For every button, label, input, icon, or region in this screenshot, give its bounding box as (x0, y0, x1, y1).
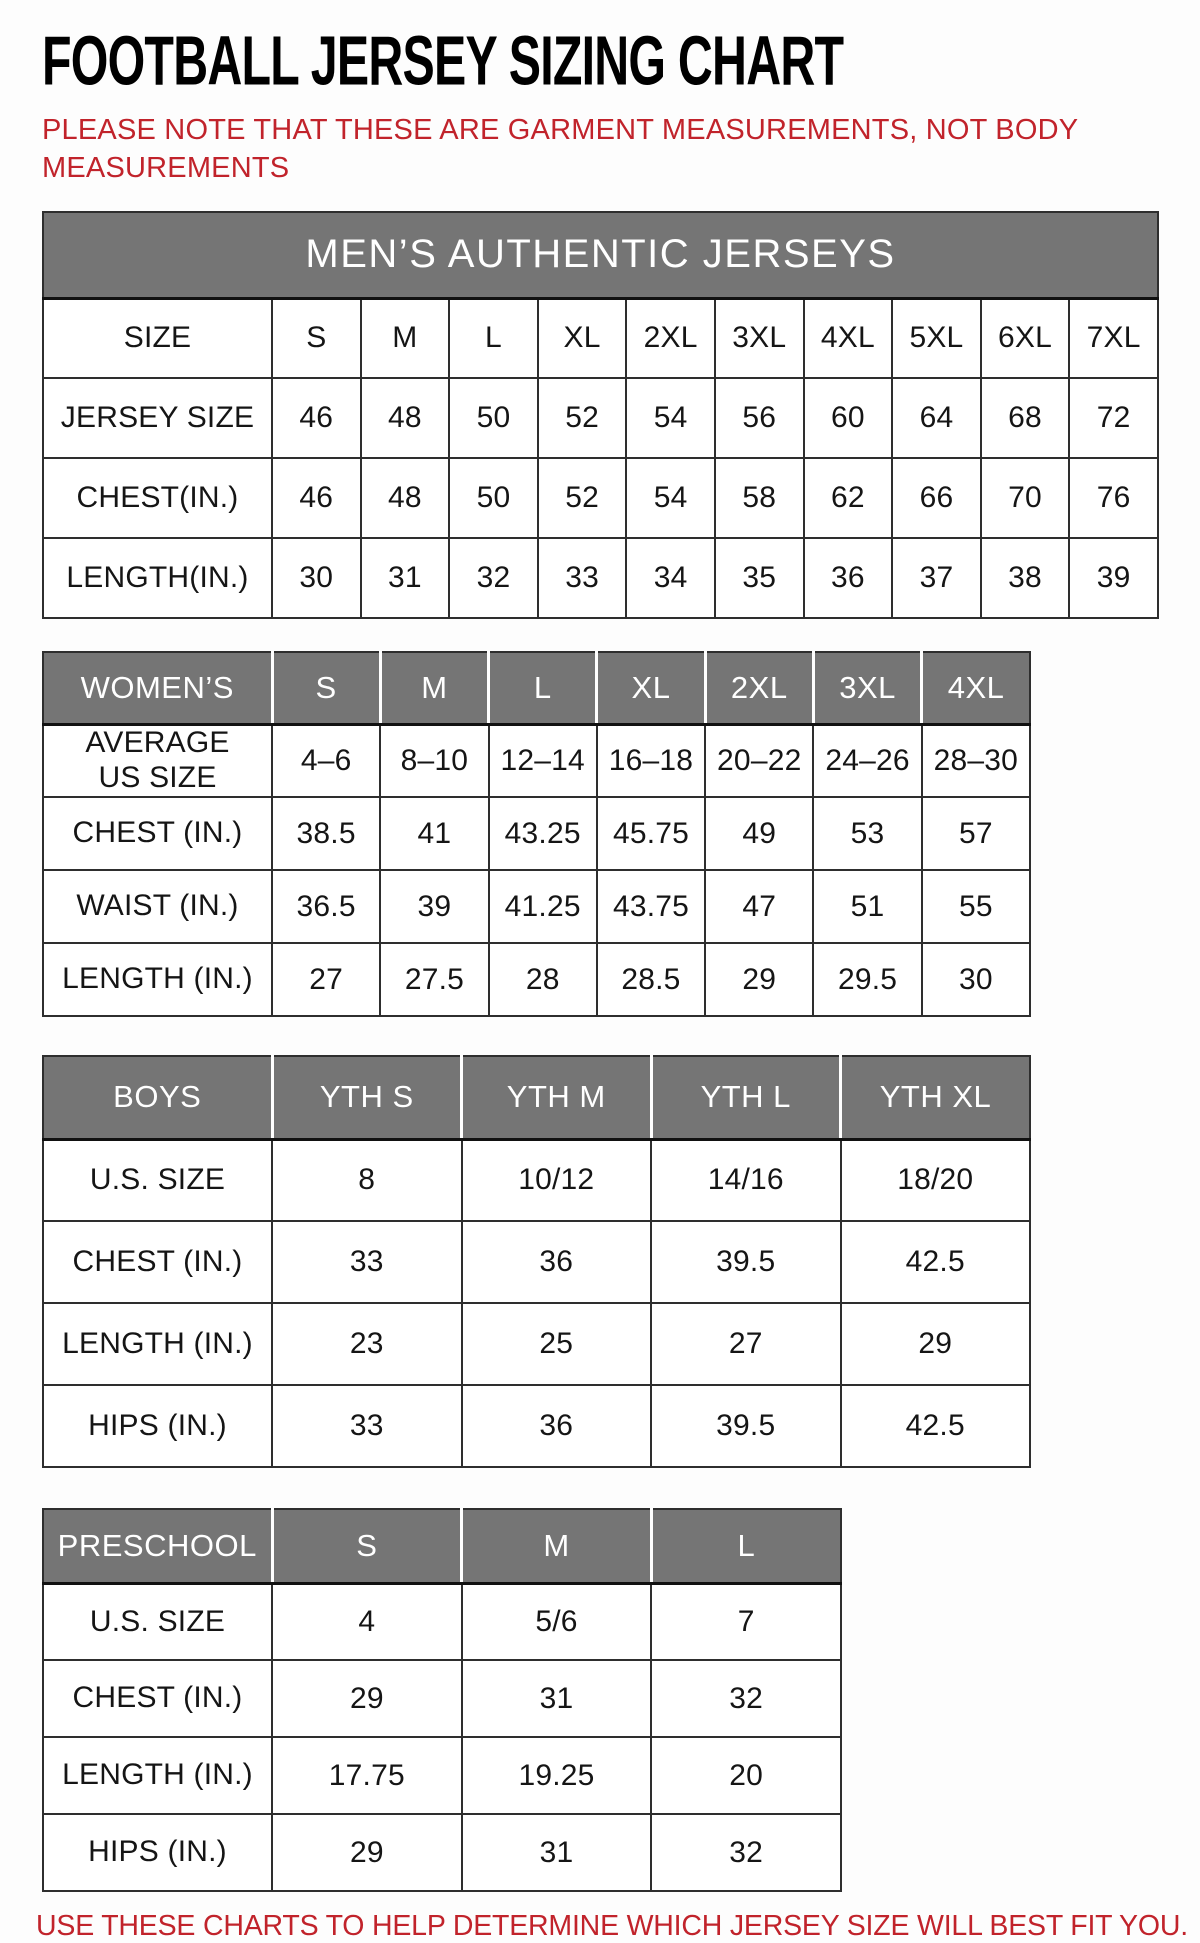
boys-header-boys: BOYS (43, 1056, 272, 1139)
boys-row-label-hips-in: HIPS (IN.) (43, 1385, 272, 1467)
womens-waist-in-value-5: 51 (813, 870, 921, 943)
womens-header-l: L (489, 652, 597, 724)
boys-section (42, 1055, 1170, 1468)
mens-jersey-size-value-1: 48 (361, 378, 450, 458)
mens-size-value-3: XL (538, 298, 627, 378)
mens-length-in-value-2: 32 (449, 538, 538, 618)
mens-size-value-0: S (272, 298, 361, 378)
footer-note: USE THESE CHARTS TO HELP DETERMINE WHICH JERSEY SIZE WILL BEST FIT YOU. (36, 1910, 1188, 1942)
mens-chest-in-value-4: 54 (626, 458, 715, 538)
mens-row-label-chest-in: CHEST(IN.) (43, 458, 272, 538)
womens-waist-in-value-2: 41.25 (489, 870, 597, 943)
mens-jersey-size-value-2: 50 (449, 378, 538, 458)
boys-u-s-size-value-2: 14/16 (651, 1139, 841, 1221)
boys-row-u-s-size (43, 1139, 1030, 1221)
womens-row-waist-in (43, 870, 1030, 943)
preschool-section (42, 1508, 1170, 1892)
mens-size-value-9: 7XL (1069, 298, 1158, 378)
mens-authentic-jerseys-section (42, 211, 1170, 619)
womens-row-length-in (43, 943, 1030, 1016)
mens-length-in-value-6: 36 (804, 538, 893, 618)
boys-length-in-value-0: 23 (272, 1303, 462, 1385)
mens-jersey-size-value-7: 64 (892, 378, 981, 458)
boys-chest-in-value-2: 39.5 (651, 1221, 841, 1303)
womens-chest-in-value-5: 53 (813, 797, 921, 870)
womens-chest-in-value-4: 49 (705, 797, 813, 870)
womens-length-in-value-6: 30 (922, 943, 1030, 1016)
womens-average-us-size-value-2: 12–14 (489, 724, 597, 797)
preschool-hips-in-value-1: 31 (462, 1814, 652, 1891)
boys-chest-in-value-0: 33 (272, 1221, 462, 1303)
mens-row-length-in (43, 538, 1158, 618)
mens-size-table (42, 211, 1159, 619)
mens-size-value-5: 3XL (715, 298, 804, 378)
mens-row-chest-in (43, 458, 1158, 538)
womens-header-2xl: 2XL (705, 652, 813, 724)
mens-chest-in-value-9: 76 (1069, 458, 1158, 538)
mens-length-in-value-7: 37 (892, 538, 981, 618)
mens-chest-in-value-7: 66 (892, 458, 981, 538)
preschool-chest-in-value-0: 29 (272, 1660, 462, 1737)
boys-header-yth-s: YTH S (272, 1056, 462, 1139)
preschool-row-length-in (43, 1737, 841, 1814)
boys-row-label-chest-in: CHEST (IN.) (43, 1221, 272, 1303)
boys-size-table (42, 1055, 1031, 1468)
preschool-row-hips-in (43, 1814, 841, 1891)
boys-length-in-value-2: 27 (651, 1303, 841, 1385)
womens-length-in-value-5: 29.5 (813, 943, 921, 1016)
womens-chest-in-value-1: 41 (380, 797, 488, 870)
mens-jersey-size-value-3: 52 (538, 378, 627, 458)
boys-u-s-size-value-3: 18/20 (841, 1139, 1031, 1221)
mens-size-value-6: 4XL (804, 298, 893, 378)
preschool-row-label-u-s-size: U.S. SIZE (43, 1583, 272, 1660)
preschool-u-s-size-value-0: 4 (272, 1583, 462, 1660)
womens-row-label-chest-in: CHEST (IN.) (43, 797, 272, 870)
womens-row-average-us-size (43, 724, 1030, 797)
preschool-u-s-size-value-1: 5/6 (462, 1583, 652, 1660)
boys-hips-in-value-2: 39.5 (651, 1385, 841, 1467)
womens-header-xl: XL (597, 652, 705, 724)
womens-average-us-size-value-4: 20–22 (705, 724, 813, 797)
mens-banner-row (43, 212, 1158, 298)
preschool-row-label-chest-in: CHEST (IN.) (43, 1660, 272, 1737)
boys-row-label-u-s-size: U.S. SIZE (43, 1139, 272, 1221)
measurement-note-line-2: MEASUREMENTS (42, 152, 290, 184)
womens-row-label-average-us-size (43, 724, 272, 797)
mens-size-value-2: L (449, 298, 538, 378)
preschool-length-in-value-1: 19.25 (462, 1737, 652, 1814)
womens-average-us-size-value-3: 16–18 (597, 724, 705, 797)
measurement-note (42, 111, 1170, 187)
womens-length-in-value-4: 29 (705, 943, 813, 1016)
preschool-row-label-hips-in: HIPS (IN.) (43, 1814, 272, 1891)
boys-header-yth-xl: YTH XL (841, 1056, 1031, 1139)
womens-chest-in-value-0: 38.5 (272, 797, 380, 870)
womens-average-us-size-value-1: 8–10 (380, 724, 488, 797)
mens-jersey-size-value-4: 54 (626, 378, 715, 458)
preschool-header-s: S (272, 1509, 462, 1583)
mens-length-in-value-3: 33 (538, 538, 627, 618)
mens-size-value-1: M (361, 298, 450, 378)
womens-waist-in-value-4: 47 (705, 870, 813, 943)
mens-row-jersey-size (43, 378, 1158, 458)
preschool-length-in-value-0: 17.75 (272, 1737, 462, 1814)
boys-hips-in-value-1: 36 (462, 1385, 652, 1467)
preschool-row-u-s-size (43, 1583, 841, 1660)
preschool-row-label-length-in: LENGTH (IN.) (43, 1737, 272, 1814)
boys-chest-in-value-1: 36 (462, 1221, 652, 1303)
preschool-header-preschool: PRESCHOOL (43, 1509, 272, 1583)
mens-length-in-value-4: 34 (626, 538, 715, 618)
womens-header-3xl: 3XL (813, 652, 921, 724)
mens-length-in-value-9: 39 (1069, 538, 1158, 618)
mens-chest-in-value-2: 50 (449, 458, 538, 538)
preschool-u-s-size-value-2: 7 (651, 1583, 841, 1660)
mens-row-label-jersey-size: JERSEY SIZE (43, 378, 272, 458)
mens-jersey-size-value-0: 46 (272, 378, 361, 458)
boys-length-in-value-1: 25 (462, 1303, 652, 1385)
preschool-row-chest-in (43, 1660, 841, 1737)
boys-u-s-size-value-0: 8 (272, 1139, 462, 1221)
page-title: FOOTBALL JERSEY SIZING CHART (42, 22, 844, 101)
preschool-length-in-value-2: 20 (651, 1737, 841, 1814)
womens-average-us-size-value-6: 28–30 (922, 724, 1030, 797)
womens-header-s: S (272, 652, 380, 724)
mens-length-in-value-0: 30 (272, 538, 361, 618)
womens-header-women-s: WOMEN’S (43, 652, 272, 724)
mens-chest-in-value-1: 48 (361, 458, 450, 538)
mens-jersey-size-value-9: 72 (1069, 378, 1158, 458)
boys-row-label-length-in: LENGTH (IN.) (43, 1303, 272, 1385)
preschool-hips-in-value-2: 32 (651, 1814, 841, 1891)
mens-chest-in-value-8: 70 (981, 458, 1070, 538)
boys-chest-in-value-3: 42.5 (841, 1221, 1031, 1303)
mens-length-in-value-5: 35 (715, 538, 804, 618)
boys-header-yth-l: YTH L (651, 1056, 841, 1139)
womens-length-in-value-3: 28.5 (597, 943, 705, 1016)
womens-chest-in-value-6: 57 (922, 797, 1030, 870)
boys-length-in-value-3: 29 (841, 1303, 1031, 1385)
womens-waist-in-value-1: 39 (380, 870, 488, 943)
preschool-size-table (42, 1508, 842, 1892)
mens-chest-in-value-6: 62 (804, 458, 893, 538)
womens-length-in-value-1: 27.5 (380, 943, 488, 1016)
mens-size-value-4: 2XL (626, 298, 715, 378)
preschool-header-l: L (651, 1509, 841, 1583)
womens-header-row (43, 652, 1030, 724)
preschool-chest-in-value-2: 32 (651, 1660, 841, 1737)
mens-jersey-size-value-8: 68 (981, 378, 1070, 458)
mens-chest-in-value-5: 58 (715, 458, 804, 538)
womens-waist-in-value-3: 43.75 (597, 870, 705, 943)
boys-hips-in-value-0: 33 (272, 1385, 462, 1467)
womens-row-label-length-in: LENGTH (IN.) (43, 943, 272, 1016)
mens-table-title: MEN’S AUTHENTIC JERSEYS (43, 212, 1158, 298)
preschool-header-m: M (462, 1509, 652, 1583)
boys-hips-in-value-3: 42.5 (841, 1385, 1031, 1467)
mens-jersey-size-value-6: 60 (804, 378, 893, 458)
mens-chest-in-value-0: 46 (272, 458, 361, 538)
womens-row-label-waist-in: WAIST (IN.) (43, 870, 272, 943)
mens-size-value-8: 6XL (981, 298, 1070, 378)
mens-size-value-7: 5XL (892, 298, 981, 378)
boys-row-chest-in (43, 1221, 1030, 1303)
womens-header-m: M (380, 652, 488, 724)
boys-u-s-size-value-1: 10/12 (462, 1139, 652, 1221)
boys-row-hips-in (43, 1385, 1030, 1467)
womens-length-in-value-0: 27 (272, 943, 380, 1016)
boys-header-row (43, 1056, 1030, 1139)
womens-chest-in-value-2: 43.25 (489, 797, 597, 870)
womens-header-4xl: 4XL (922, 652, 1030, 724)
mens-chest-in-value-3: 52 (538, 458, 627, 538)
womens-average-us-size-value-0: 4–6 (272, 724, 380, 797)
mens-jersey-size-value-5: 56 (715, 378, 804, 458)
womens-length-in-value-2: 28 (489, 943, 597, 1016)
womens-section (42, 651, 1170, 1017)
preschool-hips-in-value-0: 29 (272, 1814, 462, 1891)
boys-row-length-in (43, 1303, 1030, 1385)
mens-length-in-value-8: 38 (981, 538, 1070, 618)
womens-waist-in-value-0: 36.5 (272, 870, 380, 943)
womens-average-us-size-value-5: 24–26 (813, 724, 921, 797)
mens-row-label-length-in: LENGTH(IN.) (43, 538, 272, 618)
womens-size-table (42, 651, 1031, 1017)
womens-row-label-line-1: US SIZE (98, 760, 217, 794)
mens-row-size (43, 298, 1158, 378)
womens-chest-in-value-3: 45.75 (597, 797, 705, 870)
preschool-chest-in-value-1: 31 (462, 1660, 652, 1737)
mens-length-in-value-1: 31 (361, 538, 450, 618)
page-title-wrap (42, 20, 1170, 101)
preschool-header-row (43, 1509, 841, 1583)
womens-waist-in-value-6: 55 (922, 870, 1030, 943)
womens-row-label-line-0: AVERAGE (85, 726, 230, 760)
measurement-note-line-1: PLEASE NOTE THAT THESE ARE GARMENT MEASUREMENTS, NOT BODY (42, 114, 1079, 146)
mens-row-label-size: SIZE (43, 298, 272, 378)
boys-header-yth-m: YTH M (462, 1056, 652, 1139)
womens-row-chest-in (43, 797, 1030, 870)
